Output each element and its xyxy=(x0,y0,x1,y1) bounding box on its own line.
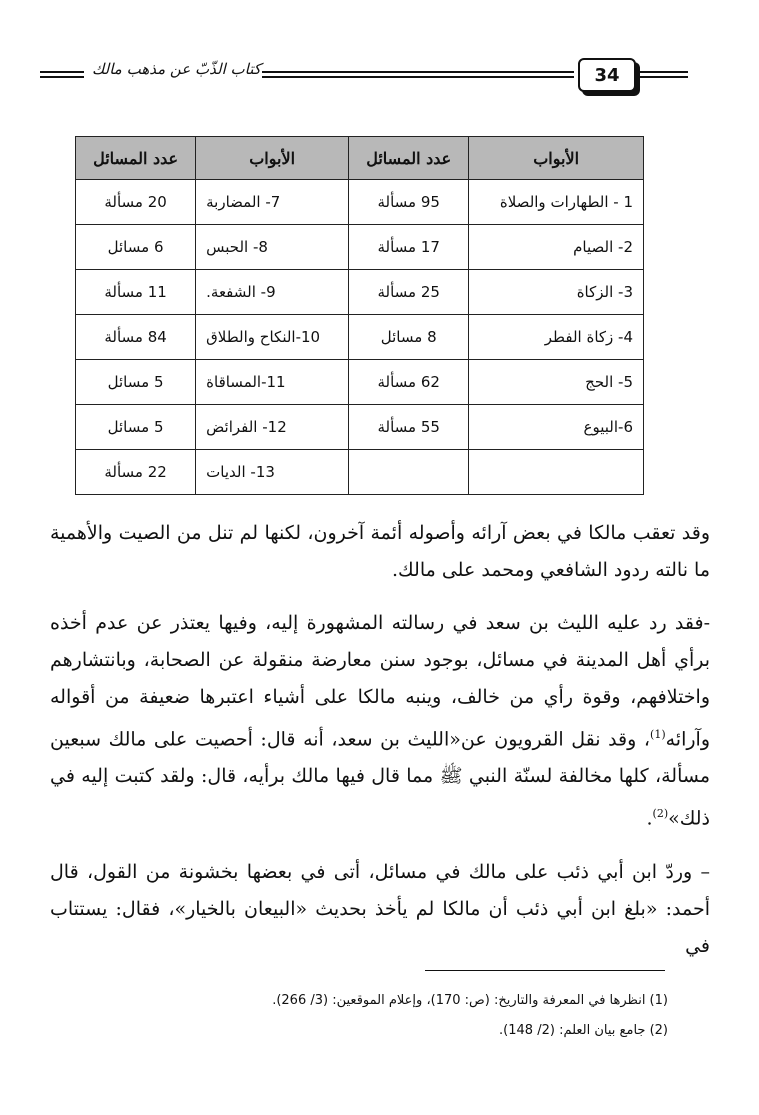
page-header xyxy=(40,58,690,92)
paragraph-1: وقد تعقب مالكا في بعض آرائه وأصوله أئمة آخرون، لكنها لم تنل من الصيت والأهمية ما نالته ردود الشافعي ومحمد على مالك. xyxy=(50,522,710,581)
table-row xyxy=(76,450,644,495)
footnote-separator xyxy=(425,970,665,971)
table-row xyxy=(76,225,644,270)
table-cell xyxy=(469,450,644,495)
table-cell: 20 مسألة xyxy=(76,180,196,225)
footnote-2: (2) جامع بيان العلم: (2/ 148). xyxy=(499,1023,668,1038)
footnotes xyxy=(200,986,668,1046)
page-number: 34 xyxy=(578,58,636,92)
table-header-row xyxy=(76,137,644,180)
table-cell: 9- الشفعة. xyxy=(196,270,349,315)
header-rule-left xyxy=(40,71,84,78)
paragraph-2-start: -فقد رد عليه الليث بن سعد في رسالته المشهورة إليه، وفيها يعتذر عن عدم أخذه برأي أهل المدينة في مسائل، بوجود سنن معارضة منقولة عن الصحابة، وبانتشارهم واختلافهم، وقوة رأي من خالف، وينبه مالكا على أشياء اعتبرها ضعيفة من أقواله وآرائه xyxy=(50,612,710,751)
header-chapters-2: الأبواب xyxy=(196,137,349,180)
paragraph-2 xyxy=(50,605,710,838)
table-cell: 11-المساقاة xyxy=(196,360,349,405)
table-cell: 62 مسألة xyxy=(349,360,469,405)
table-cell: 11 مسألة xyxy=(76,270,196,315)
table-cell xyxy=(349,450,469,495)
footnote-ref-2[interactable]: (2) xyxy=(652,807,669,821)
table-cell: 22 مسألة xyxy=(76,450,196,495)
table-cell: 12- الفرائض xyxy=(196,405,349,450)
body-text xyxy=(50,515,710,981)
chapters-table xyxy=(75,136,644,495)
table-row xyxy=(76,405,644,450)
header-rule-end xyxy=(640,71,688,78)
table-cell: 13- الديات xyxy=(196,450,349,495)
table-cell: 8 مسائل xyxy=(349,315,469,360)
running-title: كتاب الذّبّ عن مذهب مالك xyxy=(92,60,261,78)
table-cell: 25 مسألة xyxy=(349,270,469,315)
header-count-2: عدد المسائل xyxy=(76,137,196,180)
table-cell: 17 مسألة xyxy=(349,225,469,270)
table-row xyxy=(76,360,644,405)
footnote-1: (1) انظرها في المعرفة والتاريخ: (ص: 170)، وإعلام الموقعين: (3/ 266). xyxy=(272,993,668,1008)
table-row xyxy=(76,180,644,225)
header-rule-right xyxy=(262,71,574,78)
table-cell: 1 - الطهارات والصلاة xyxy=(469,180,644,225)
header-count-1: عدد المسائل xyxy=(349,137,469,180)
paragraph-2-end: . xyxy=(646,807,653,830)
header-chapters-1: الأبواب xyxy=(469,137,644,180)
table-cell: 55 مسألة xyxy=(349,405,469,450)
table-cell: 6-البيوع xyxy=(469,405,644,450)
table-cell: 5 مسائل xyxy=(76,405,196,450)
table-cell: 95 مسألة xyxy=(349,180,469,225)
table-cell: 4- زكاة الفطر xyxy=(469,315,644,360)
table-cell: 7- المضاربة xyxy=(196,180,349,225)
table-cell: 8- الحبس xyxy=(196,225,349,270)
table-cell: 2- الصيام xyxy=(469,225,644,270)
table-cell: 3- الزكاة xyxy=(469,270,644,315)
table-row xyxy=(76,270,644,315)
table-cell: 10-النكاح والطلاق xyxy=(196,315,349,360)
table-cell: 5 مسائل xyxy=(76,360,196,405)
table-cell: 5- الحج xyxy=(469,360,644,405)
table-row xyxy=(76,315,644,360)
table-cell: 84 مسألة xyxy=(76,315,196,360)
table-cell: 6 مسائل xyxy=(76,225,196,270)
paragraph-2-continued: ، وقد نقل القرويون عن«الليث بن سعد، أنه قال: أحصيت على مالك سبعين مسألة، كلها مخالفة لسنّة النبي ﷺ مما قال فيها مالك برأيه، قال: ولقد كتبت إليه في ذلك» xyxy=(50,728,710,830)
footnote-ref-1[interactable]: (1) xyxy=(650,728,666,741)
paragraph-3: – وردّ ابن أبي ذئب على مالك في مسائل، أتى في بعضها بخشونة من القول، قال أحمد: «بلغ ابن أبي ذئب أن مالكا لم يأخذ بحديث «البيعان بالخيار»، فقال: يستتاب في xyxy=(50,860,710,957)
